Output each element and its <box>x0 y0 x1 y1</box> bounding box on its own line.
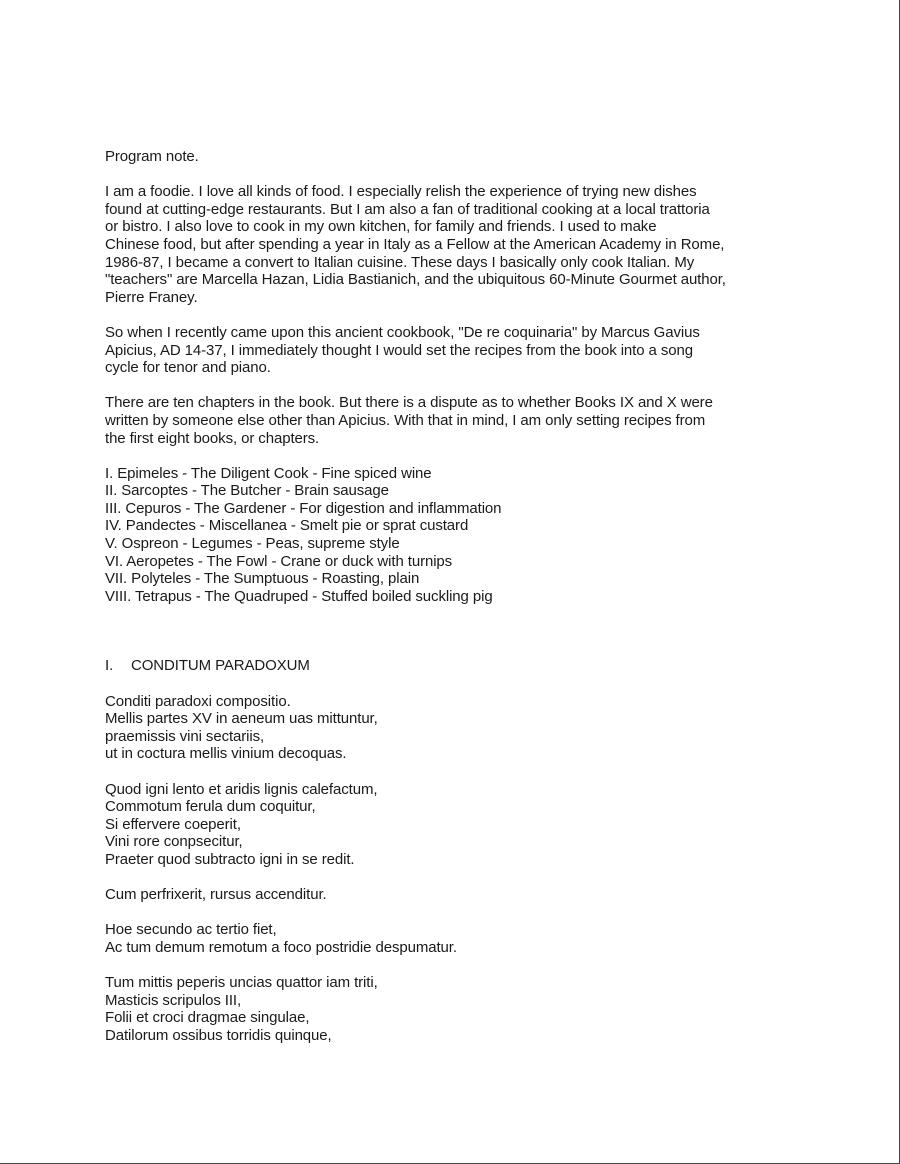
song-title: CONDITUM PARADOXUM <box>131 657 310 675</box>
lyric-line: Hoe secundo ac tertio fiet, <box>105 921 277 939</box>
cookbook-line: So when I recently came upon this ancient cookbook, "De re coquinaria" by Marcus Gavius <box>105 323 700 341</box>
document-body <box>105 148 805 1045</box>
intro-line: found at cutting-edge restaurants. But I am also a fan of traditional cooking at a local trattoria <box>105 200 710 218</box>
chapters-paragraph <box>105 394 805 447</box>
lyric-line: Quod igni lento et aridis lignis calefactum, <box>105 780 378 798</box>
chapter-list-item: I. Epimeles - The Diligent Cook - Fine spiced wine <box>105 464 432 482</box>
lyric-line: Si effervere coeperit, <box>105 815 241 833</box>
lyric-line: Tum mittis peperis uncias quattor iam triti, <box>105 974 378 992</box>
chapter-list-item: II. Sarcoptes - The Butcher - Brain sausage <box>105 482 389 500</box>
chapters-line: There are ten chapters in the book. But there is a dispute as to whether Books IX and X were <box>105 394 713 412</box>
lyric-stanza <box>105 693 805 763</box>
lyric-line: Commotum ferula dum coquitur, <box>105 798 316 816</box>
program-note-title-text: Program note. <box>105 148 199 165</box>
chapters-line: written by someone else other than Apicius. With that in mind, I am only setting recipes from <box>105 411 706 429</box>
chapter-list-item: V. Ospreon - Legumes - Peas, supreme style <box>105 535 400 553</box>
intro-paragraph <box>105 183 805 306</box>
lyric-line: Folii et croci dragmae singulae, <box>105 1009 310 1027</box>
chapter-list-item: III. Cepuros - The Gardener - For digestion and inflammation <box>105 499 502 517</box>
intro-line: Pierre Franey. <box>105 288 198 306</box>
lyric-stanza <box>105 781 805 869</box>
lyric-stanza <box>105 921 805 956</box>
chapters-line: the first eight books, or chapters. <box>105 429 320 447</box>
cookbook-paragraph <box>105 324 805 377</box>
intro-line: 1986-87, I became a convert to Italian cuisine. These days I basically only cook Italian. My <box>105 253 695 271</box>
intro-line: I am a foodie. I love all kinds of food. I especially relish the experience of trying new dishes <box>105 183 697 201</box>
cookbook-line: Apicius, AD 14-37, I immediately thought I would set the recipes from the book into a song <box>105 341 693 359</box>
lyric-stanza <box>105 974 805 1044</box>
chapter-list-item: VI. Aeropetes - The Fowl - Crane or duck with turnips <box>105 552 453 570</box>
lyric-stanza <box>105 886 805 904</box>
cookbook-line: cycle for tenor and piano. <box>105 359 271 377</box>
lyric-line: praemissis vini sectariis, <box>105 727 265 745</box>
chapter-list <box>105 465 805 606</box>
lyric-line: Praeter quod subtracto igni in se redit. <box>105 850 355 868</box>
song-number: I. <box>105 657 114 675</box>
intro-line: "teachers" are Marcella Hazan, Lidia Bastianich, and the ubiquitous 60-Minute Gourmet author, <box>105 271 726 289</box>
lyric-line: Conditi paradoxi compositio. <box>105 692 291 710</box>
lyric-line: Masticis scripulos III, <box>105 991 242 1009</box>
program-note-title <box>105 148 805 166</box>
intro-line: Chinese food, but after spending a year in Italy as a Fellow at the American Academy in Rome, <box>105 235 725 253</box>
chapter-list-item: VII. Polyteles - The Sumptuous - Roasting, plain <box>105 570 420 588</box>
lyric-line: ut in coctura mellis vinium decoquas. <box>105 745 347 763</box>
chapter-list-item: IV. Pandectes - Miscellanea - Smelt pie or sprat custard <box>105 517 469 535</box>
lyric-line: Cum perfrixerit, rursus accenditur. <box>105 886 327 904</box>
lyric-line: Datilorum ossibus torridis quinque, <box>105 1026 332 1044</box>
chapter-list-item: VIII. Tetrapus - The Quadruped - Stuffed boiled suckling pig <box>105 587 493 605</box>
lyric-line: Vini rore conpsecitur, <box>105 833 243 851</box>
song-heading <box>105 657 805 675</box>
intro-line: or bistro. I also love to cook in my own kitchen, for family and friends. I used to make <box>105 218 657 236</box>
lyric-line: Mellis partes XV in aeneum uas mittuntur, <box>105 710 378 728</box>
lyric-line: Ac tum demum remotum a foco postridie despumatur. <box>105 938 457 956</box>
